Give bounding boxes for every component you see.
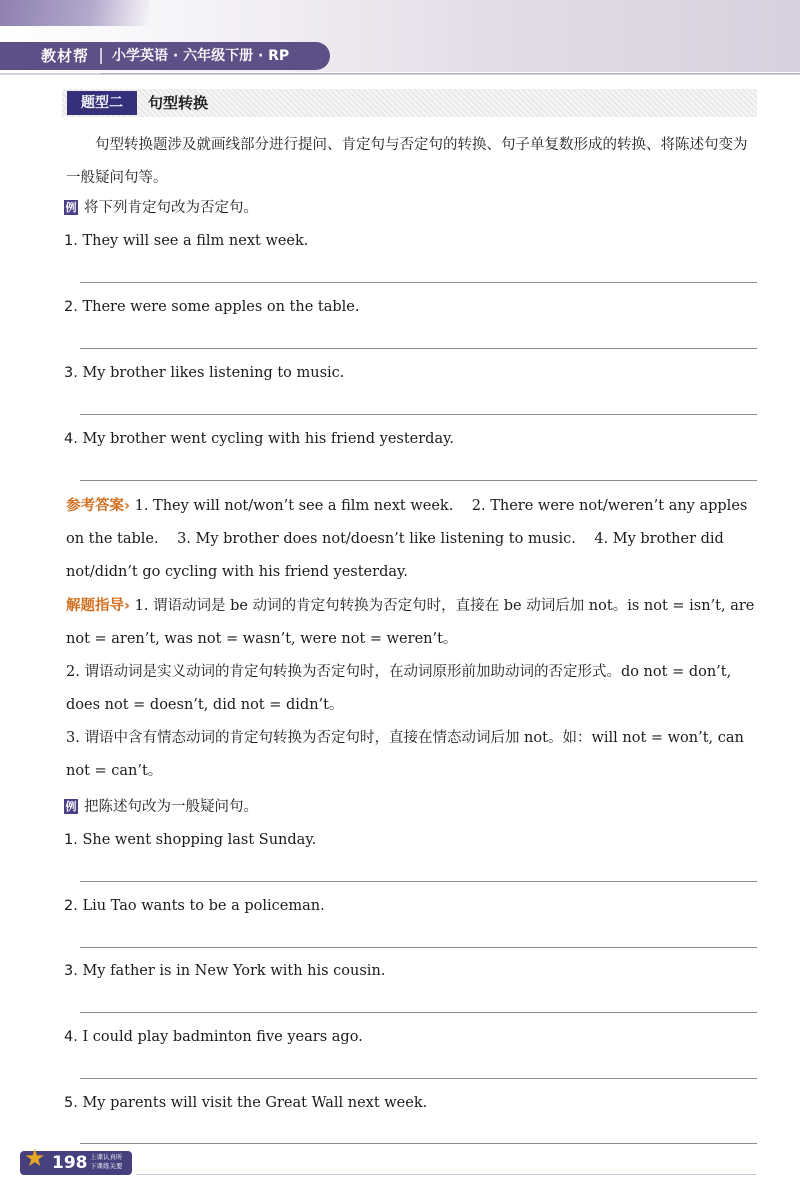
reference-answers: 参考答案› 1. They will not/won’t see a film next week. 2. There were not/weren’t any apples on the table. 3. My brother does not/doesn’t like listening to music. 4. My brother did not/didn’t go cycling with his friend yesterday. — [66, 498, 748, 580]
answer-label: 参考答案 — [66, 498, 124, 514]
answer-arrow: › — [124, 498, 130, 514]
example1-instruction — [64, 199, 258, 217]
header-rule-thin — [100, 73, 800, 74]
section-title: 句型转换 — [148, 94, 209, 112]
answer-line[interactable] — [80, 348, 757, 349]
solution-guide: 解题指导› 1. 谓语动词是 be 动词的肯定句转换为否定句时，直接在 be 动词后加 not。is not = isn’t, are not = aren’t, was not = wasn’t, were not = weren’t。 — [66, 598, 755, 647]
footer-slogan: 上课认真听 下课练关要 — [90, 1153, 123, 1170]
list-item: 1. They will see a film next week. — [64, 233, 309, 249]
answer-line[interactable] — [80, 414, 757, 415]
answer-line[interactable] — [80, 282, 757, 283]
example2-instruction-text: 把陈述句改为一般疑问句。 — [84, 799, 258, 815]
answer-line[interactable] — [80, 480, 757, 481]
intro-paragraph: 句型转换题涉及就画线部分进行提问、肯定句与否定句的转换、句子单复数形成的转换、将陈述句变为一般疑问句等。 — [66, 137, 748, 186]
guide-point-3: 3. 谓语中含有情态动词的肯定句转换为否定句时，直接在情态动词后加 not。如：will not = won’t, can not = can’t。 — [66, 730, 744, 779]
section-tag: 题型二 — [67, 91, 137, 115]
star-icon: ★ — [24, 1144, 46, 1172]
header-separator — [100, 48, 102, 64]
guide-label: 解题指导 — [66, 598, 124, 614]
list-item: 1. She went shopping last Sunday. — [64, 832, 317, 848]
header-decor-stripe — [0, 0, 150, 26]
example-badge: 例 — [65, 201, 77, 214]
list-item: 4. My brother went cycling with his friend yesterday. — [64, 431, 454, 447]
page-number: 198 — [52, 1153, 88, 1173]
guide-arrow: › — [124, 598, 130, 614]
guide-point-2: 2. 谓语动词是实义动词的肯定句转换为否定句时，在动词原形前加助动词的否定形式。do not = don’t, does not = doesn’t, did not = didn’t。 — [66, 664, 732, 713]
example1-instruction-text: 将下列肯定句改为否定句。 — [84, 200, 258, 216]
list-item: 4. I could play badminton five years ago. — [64, 1029, 363, 1045]
brand-label: 教材帮 — [41, 47, 90, 65]
list-item: 3. My brother likes listening to music. — [64, 365, 345, 381]
list-item: 3. My father is in New York with his cousin. — [64, 963, 386, 979]
list-item: 2. There were some apples on the table. — [64, 299, 360, 315]
answer-line[interactable] — [80, 1012, 757, 1013]
example2-instruction — [64, 798, 258, 816]
list-item: 2. Liu Tao wants to be a policeman. — [64, 898, 325, 914]
answer-line[interactable] — [80, 1078, 757, 1079]
footer-rule — [136, 1174, 756, 1175]
answer-line[interactable] — [80, 881, 757, 882]
answer-line[interactable] — [80, 1143, 757, 1144]
example-badge: 例 — [65, 800, 77, 813]
book-title: 小学英语 · 六年级下册 · RP — [112, 48, 290, 64]
list-item: 5. My parents will visit the Great Wall next week. — [64, 1095, 428, 1111]
answer-line[interactable] — [80, 947, 757, 948]
